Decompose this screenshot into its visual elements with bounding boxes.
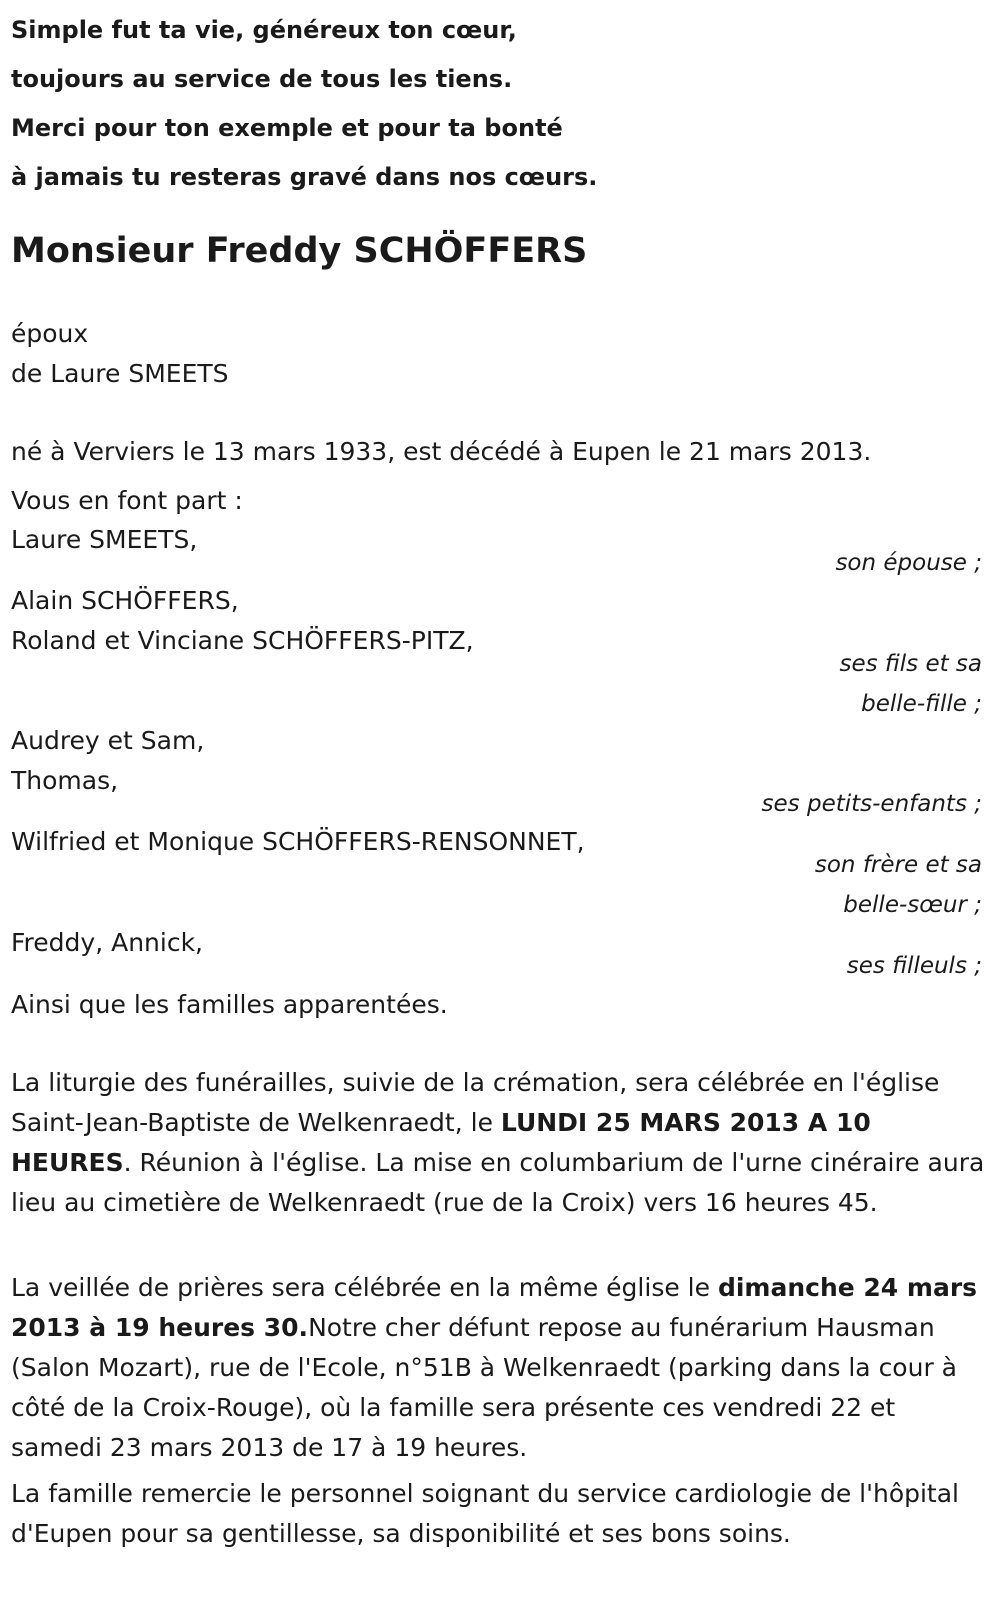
family-name: Freddy, Annick, — [11, 928, 204, 957]
memorial-poem — [11, 6, 597, 202]
relation-line: belle-fille ; — [861, 691, 982, 717]
family-names — [11, 923, 203, 963]
relation-label: époux — [11, 319, 89, 348]
paragraph-text: . Réunion à l'église. La mise en columbarium de l'urne cinéraire aura lieu au cimetière de Welkenraedt (rue de la Croix) vers 16 heures 45. — [11, 1148, 985, 1217]
family-names — [11, 822, 585, 862]
relation-line: son frère et sa — [814, 852, 982, 878]
deceased-name: Monsieur Freddy SCHÖFFERS — [11, 231, 588, 271]
thanks-paragraph: La famille remercie le personnel soignant du service cardiologie de l'hôpital d'Eupen pour sa gentillesse, sa disponibilité et ses bons soins. — [11, 1479, 959, 1548]
poem-line: toujours au service de tous les tiens. — [11, 65, 513, 93]
relation-line: belle-sœur ; — [843, 892, 982, 918]
family-relation — [762, 784, 982, 824]
spouse-name: de Laure SMEETS — [11, 359, 229, 388]
poem-line: à jamais tu resteras gravé dans nos cœurs. — [11, 163, 598, 191]
paragraph-text: La veillée de prières sera célébrée en la même église le — [11, 1273, 718, 1302]
family-names — [11, 581, 474, 661]
family-name: Thomas, — [11, 766, 119, 795]
relation-line: ses filleuls ; — [846, 953, 982, 979]
family-name: Audrey et Sam, — [11, 726, 205, 755]
family-names — [11, 721, 204, 801]
family-relation — [835, 543, 982, 583]
birth-death-dates: né à Verviers le 13 mars 1933, est décédé à Eupen le 21 mars 2013. — [11, 437, 872, 466]
family-name: Laure SMEETS, — [11, 525, 198, 554]
family-names — [11, 520, 197, 560]
poem-line: Simple fut ta vie, généreux ton cœur, — [11, 16, 517, 44]
family-name: Roland et Vinciane SCHÖFFERS-PITZ, — [11, 626, 474, 655]
family-name: Alain SCHÖFFERS, — [11, 586, 239, 615]
relation-line: son épouse ; — [835, 550, 982, 576]
poem-line: Merci pour ton exemple et pour ta bonté — [11, 114, 563, 142]
announcement-closing: Ainsi que les familles apparentées. — [11, 990, 448, 1019]
announcement-intro: Vous en font part : — [11, 486, 243, 515]
funeral-paragraph — [11, 1063, 991, 1223]
family-relation — [847, 946, 982, 986]
family-relation — [839, 644, 982, 724]
paragraph-text: La liturgie des funérailles, suivie de la crémation, sera célébrée en l'église Saint-Jean-Baptiste de Welkenraedt, le — [11, 1068, 940, 1137]
obituary-notice — [11, 0, 991, 1601]
relation-line: ses fils et sa — [839, 651, 982, 677]
family-relation — [815, 845, 982, 925]
spouse-block — [11, 314, 229, 394]
paragraph-text: Notre cher défunt repose au funérarium Hausman (Salon Mozart), rue de l'Ecole, n°51B à Welkenraedt (parking dans la cour à côté de la Croix-Rouge), où la famille sera présente ces vendredi 22 et samedi 23 mars 2013 de 17 à 19 heures. — [11, 1313, 957, 1462]
relation-line: ses petits-enfants ; — [761, 791, 982, 817]
family-name: Wilfried et Monique SCHÖFFERS-RENSONNET, — [11, 827, 585, 856]
vigil-date: dimanche 24 mars 2013 à 19 heures 30. — [11, 1273, 978, 1342]
funeral-date: LUNDI 25 MARS 2013 A 10 HEURES — [11, 1108, 871, 1177]
vigil-paragraph — [11, 1268, 991, 1468]
